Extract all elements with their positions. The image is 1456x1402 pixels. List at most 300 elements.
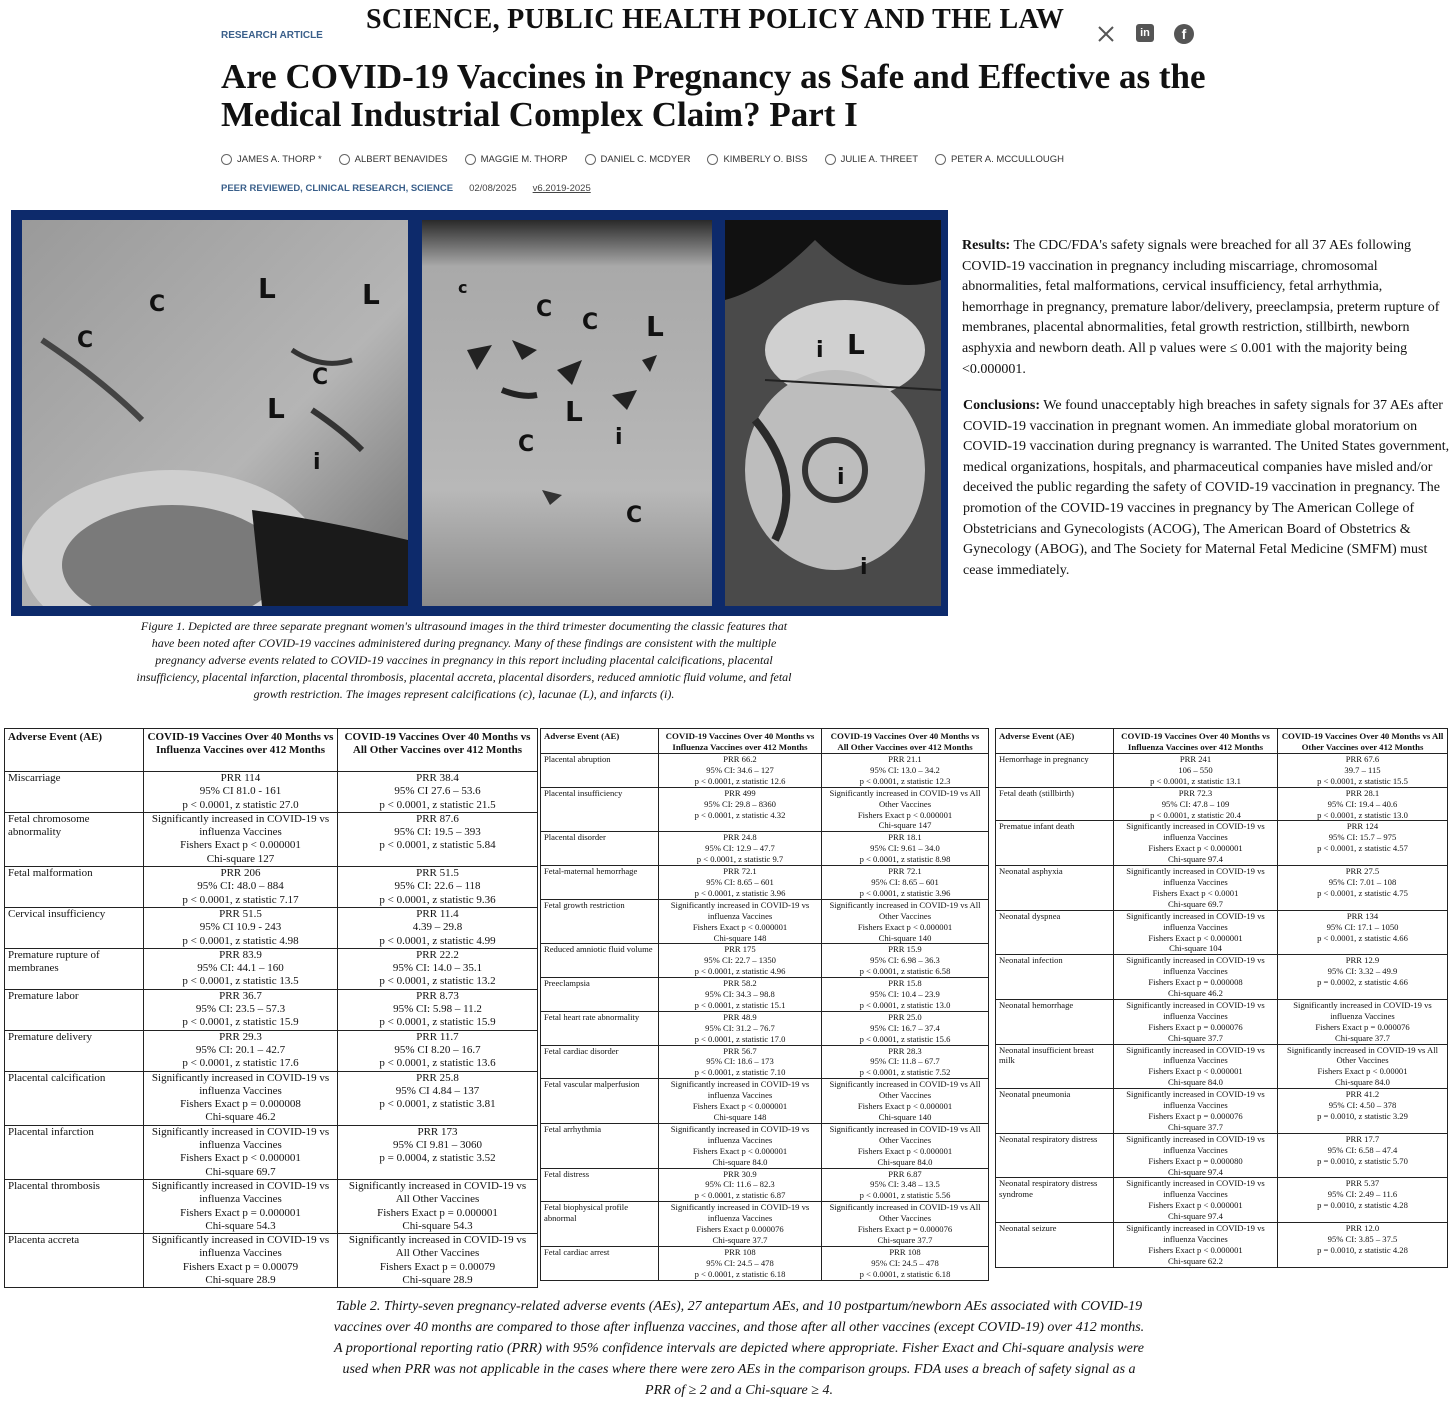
cell-line: Significantly increased in COVID-19 vs All Other Vaccines (829, 1079, 981, 1101)
cell-line: p < 0.0001, z statistic 13.0 (1317, 809, 1408, 820)
cell-line: 95% CI: 11.8 – 67.7 (870, 1056, 940, 1067)
adverse-event-cell (541, 832, 659, 866)
adverse-event-cell (5, 867, 144, 908)
cell-line: p < 0.0001, z statistic 15.9 (379, 1016, 496, 1029)
cell-line: Significantly increased in COVID-19 vs All Other Vaccines (348, 1234, 527, 1260)
cell-line: 95% CI: 14.0 – 35.1 (392, 962, 483, 975)
table-row (541, 1246, 989, 1280)
statistic-cell (659, 866, 822, 900)
cell-line: PRR 87.6 (416, 812, 459, 825)
cell-line: Chi-square 69.7 (205, 1165, 276, 1178)
cell-line: 95% CI: 9.61 – 34.0 (870, 843, 940, 854)
cell-line: Neonatal infection (999, 955, 1063, 966)
adverse-event-cell (541, 866, 659, 900)
cell-line: 95% CI: 15.7 – 975 (1328, 832, 1397, 843)
statistic-cell (1278, 1089, 1448, 1134)
cell-line: PRR 56.7 (723, 1045, 757, 1056)
cell-line: Significantly increased in COVID-19 vs influenza Vaccines (1126, 1089, 1265, 1111)
statistic-cell (1114, 999, 1278, 1044)
cell-line: PRR 11.4 (416, 907, 459, 920)
statistic-cell (1114, 910, 1278, 955)
cell-line: Significantly increased in COVID-19 vs influenza Vaccines (151, 1179, 330, 1206)
cell-line: Significantly increased in COVID-19 vs All Other Vaccines (829, 1123, 981, 1145)
cell-line: Fishers Exact p = 0.00079 (379, 1260, 496, 1273)
calcification-label: C (582, 310, 599, 335)
statistic-cell (659, 1011, 822, 1045)
statistic-cell (659, 899, 822, 944)
table-row (541, 787, 989, 832)
cell-line: p < 0.0001, z statistic 20.4 (1150, 809, 1241, 820)
cell-line: Chi-square 140 (878, 932, 932, 943)
cell-line: Fishers Exact p 0.000076 (696, 1224, 784, 1235)
cell-line: Premature delivery (8, 1030, 92, 1043)
statistic-cell (338, 812, 538, 866)
cell-line: Neonatal respiratory distress syndrome (999, 1178, 1098, 1200)
cell-line: Fetal-maternal hemorrhage (544, 866, 638, 877)
statistic-cell (659, 754, 822, 788)
cell-line: Fetal arrhythmia (544, 1123, 602, 1134)
cell-line: PRR 29.3 (219, 1030, 262, 1043)
ae-table-3 (995, 728, 1448, 1268)
statistic-cell (822, 1246, 989, 1280)
cell-line: Fishers Exact p < 0.000001 (692, 921, 788, 932)
statistic-cell (338, 1030, 538, 1071)
cell-line: Significantly increased in COVID-19 vs All Other Vaccines (348, 1179, 527, 1206)
statistic-cell (659, 944, 822, 978)
cell-line: 95% CI: 47.8 – 109 (1161, 798, 1230, 809)
cell-line: 95% CI: 3.48 – 13.5 (870, 1179, 940, 1190)
statistic-cell (822, 1202, 989, 1247)
cell-line: p = 0.0010, z statistic 4.28 (1317, 1244, 1408, 1255)
cell-line: Chi-square 28.9 (402, 1273, 473, 1286)
cell-line: Fetal heart rate abnormality (544, 1011, 640, 1022)
author-item[interactable]: JULIE A. THREET (825, 154, 918, 165)
cell-line: Prematue infant death (999, 821, 1075, 832)
statistic-cell (1114, 1044, 1278, 1089)
cell-line: 95% CI: 31.2 – 76.7 (705, 1022, 775, 1033)
cell-line: p < 0.0001, z statistic 13.0 (859, 999, 951, 1010)
statistic-cell (822, 944, 989, 978)
cell-line: 4.39 – 29.8 (412, 921, 463, 934)
infarct-label: i (313, 450, 321, 475)
cell-line: Significantly increased in COVID-19 vs influenza Vaccines (1126, 910, 1265, 932)
cell-line: Placental abruption (544, 754, 611, 764)
cell-line: PRR 41.2 (1345, 1089, 1380, 1100)
cell-line: Chi-square 140 (878, 1112, 932, 1122)
cell-line: p = 0.0010, z statistic 3.29 (1317, 1111, 1408, 1121)
cell-line: p < 0.0001, z statistic 17.6 (182, 1057, 299, 1070)
statistic-cell (1114, 821, 1278, 866)
column-header: Adverse Event (AE) (996, 729, 1114, 754)
cell-line: 95% CI: 10.4 – 23.9 (870, 989, 940, 1000)
cell-line: Premature labor (8, 989, 79, 1002)
cell-line: Chi-square 84.0 (877, 1156, 933, 1167)
cell-line: PRR 114 (220, 772, 261, 784)
statistic-cell (659, 1202, 822, 1247)
statistic-cell (659, 832, 822, 866)
cell-line: 95% CI 10.9 - 243 (199, 921, 282, 934)
statistic-cell (822, 978, 989, 1012)
cell-line: Significantly increased in COVID-19 vs influenza Vaccines (1126, 1178, 1265, 1200)
table-row (5, 1125, 538, 1179)
cell-line: Fishers Exact p = 0.000008 (180, 1098, 301, 1111)
cell-line: Premature rupture of membranes (8, 948, 100, 975)
statistic-cell (1114, 1133, 1278, 1178)
cell-line: Significantly increased in COVID-19 vs All Other Vaccines (829, 1202, 981, 1224)
statistic-cell (822, 899, 989, 944)
cell-line: p < 0.0001, z statistic 21.5 (379, 798, 496, 811)
cell-line: p < 0.0001, z statistic 4.99 (379, 934, 496, 947)
results-text: The CDC/FDA's safety signals were breached for all 37 AEs following COVID-19 vaccination in pregnancy including miscarriage, chromosomal abnormalities, fetal malformations, cervical insufficiency, fetal arrhythmia, hemorrhage in pregnancy, premature labor/delivery, preeclampsia, preterm rupture of membranes, placental abnormalities, fetal growth restriction, stillbirth, newborn asphyxia and newborn death. All p values were ≤ 0.001 with the majority being <0.000001. (962, 238, 1440, 377)
cell-line: Significantly increased in COVID-19 vs influenza Vaccines (151, 812, 330, 839)
cell-line: 95% CI: 19.5 – 393 (394, 826, 481, 839)
cell-line: Significantly increased in COVID-19 vs All Other Vaccines (829, 787, 981, 809)
journal-name: SCIENCE, PUBLIC HEALTH POLICY AND THE LAW (366, 4, 1065, 35)
cell-line: Fishers Exact p = 0.000076 (1315, 1021, 1410, 1032)
cell-line: Fishers Exact p < 0.000001 (1148, 843, 1243, 854)
cell-line: 95% CI: 20.1 – 42.7 (195, 1043, 286, 1056)
cell-line: PRR 67.6 (1345, 754, 1380, 764)
column-header: Adverse Event (AE) (5, 729, 144, 772)
cell-line: Significantly increased in COVID-19 vs influenza Vaccines (1126, 999, 1265, 1021)
adverse-event-cell (996, 910, 1114, 955)
author-list (221, 154, 1064, 165)
cell-line: Fishers Exact p < 0.000001 (1148, 1066, 1243, 1077)
statistic-cell (659, 1246, 822, 1280)
cell-line: Significantly increased in COVID-19 vs influenza Vaccines (1293, 999, 1432, 1021)
cell-line: 95% CI 27.6 – 53.6 (394, 785, 481, 798)
cell-line: Significantly increased in COVID-19 vs influenza Vaccines (1126, 821, 1265, 843)
table-row (996, 1089, 1448, 1134)
statistic-cell (1114, 754, 1278, 788)
column-header: Adverse Event (AE) (541, 729, 659, 754)
cell-line: 106 – 550 (1178, 764, 1213, 775)
statistic-cell (1278, 1223, 1448, 1268)
cell-line: Fetal cardiac disorder (544, 1045, 619, 1056)
statistic-cell (338, 1179, 538, 1233)
table-row (996, 1133, 1448, 1178)
column-header: COVID-19 Vaccines Over 40 Months vs All Other Vaccines over 412 Months (338, 729, 538, 772)
table-row (541, 754, 989, 788)
table-row (5, 948, 538, 989)
infarct-label: i (615, 425, 623, 450)
cell-line: Fishers Exact p < 0.000001 (857, 921, 953, 932)
table-row (5, 812, 538, 866)
adverse-event-cell (5, 1125, 144, 1179)
table-row (541, 1045, 989, 1079)
table-row (5, 1030, 538, 1071)
cell-line: PRR 5.37 (1345, 1178, 1380, 1189)
lacuna-label: L (258, 272, 276, 305)
cell-line: 95% CI: 34.3 – 98.8 (705, 989, 775, 1000)
cell-line: p < 0.0001, z statistic 4.57 (1317, 843, 1408, 854)
cell-line: PRR 12.9 (1345, 955, 1380, 966)
cell-line: p < 0.0001, z statistic 15.9 (182, 1016, 299, 1029)
cell-line: Hemorrhage in pregnancy (999, 754, 1089, 764)
statistic-cell (144, 1125, 338, 1179)
adverse-event-cell (541, 1168, 659, 1202)
cell-line: 95% CI: 44.1 – 160 (197, 962, 284, 975)
statistic-cell (1114, 1089, 1278, 1134)
cell-line: Significantly increased in COVID-19 vs influenza Vaccines (670, 899, 810, 921)
adverse-event-cell (996, 1178, 1114, 1223)
cell-line: Fishers Exact p < 0.000001 (180, 839, 301, 852)
adverse-event-cell (541, 944, 659, 978)
author-item[interactable]: MAGGIE M. THORP (465, 154, 568, 165)
cell-line: p < 0.0001, z statistic 7.52 (859, 1067, 951, 1078)
cell-line: Fishers Exact p = 0.000076 (1148, 1021, 1243, 1032)
cell-line: PRR 12.0 (1345, 1223, 1380, 1234)
table-row (996, 910, 1448, 955)
cell-line: PRR 25.0 (888, 1011, 922, 1022)
cell-line: PRR 66.2 (723, 754, 757, 764)
adverse-event-cell (541, 1202, 659, 1247)
cell-line: PRR 241 (1179, 754, 1212, 764)
cell-line: p < 0.0001, z statistic 27.0 (182, 798, 299, 811)
cell-line: Chi-square 127 (206, 852, 275, 865)
cell-line: PRR 58.2 (723, 978, 757, 989)
cell-line: p < 0.0001, z statistic 12.3 (859, 775, 951, 786)
table-row (5, 772, 538, 813)
category-links[interactable]: PEER REVIEWED, CLINICAL RESEARCH, SCIENCE (221, 183, 454, 194)
user-icon (935, 154, 946, 165)
cell-line: 95% CI: 8.65 – 601 (706, 876, 774, 887)
cell-line: Significantly increased in COVID-19 vs influenza Vaccines (151, 1125, 330, 1152)
conclusions-text: We found unacceptably high breaches in safety signals for 37 AEs after COVID-19 vaccination in pregnant women. An immediate global moratorium on COVID-19 vaccination during pregnancy is warranted. The United States government, medical organizations, hospitals, and pharmaceutical companies have misled and/or deceived the public regarding the safety of COVID-19 vaccination in pregnancy. The promotion of the COVID-19 vaccines in pregnancy by The American College of Obstetricians and Gynecologists (ACOG), The American Board of Obstetrics & Gynecology (ABOG), and The Society for Maternal Fetal Medicine (SMFM) must cease immediately. (963, 398, 1450, 578)
cell-line: Significantly increased in COVID-19 vs influenza Vaccines (1126, 1133, 1265, 1155)
cell-line: PRR 48.9 (723, 1011, 757, 1022)
table-row (541, 899, 989, 944)
cell-line: 95% CI 81.0 - 161 (199, 785, 282, 798)
adverse-event-cell (5, 772, 144, 813)
cell-line: 95% CI 4.84 – 137 (395, 1084, 480, 1097)
table-row (5, 1071, 538, 1125)
cell-line: p < 0.0001, z statistic 15.6 (859, 1033, 951, 1044)
cell-line: Chi-square 104 (1169, 943, 1222, 954)
cell-line: Significantly increased in COVID-19 vs influenza Vaccines (1126, 1044, 1265, 1066)
lacuna-label: L (646, 310, 664, 343)
statistic-cell (659, 1045, 822, 1079)
cell-line: PRR 83.9 (219, 948, 262, 961)
statistic-cell (659, 978, 822, 1012)
cell-line: PRR 72.3 (1178, 787, 1213, 798)
statistic-cell (822, 1045, 989, 1079)
statistic-cell (338, 907, 538, 948)
statistic-cell (822, 832, 989, 866)
column-header: COVID-19 Vaccines Over 40 Months vs All Other Vaccines over 412 Months (822, 729, 989, 754)
cell-line: Reduced amniotic fluid volume (544, 944, 653, 955)
adverse-event-cell (5, 907, 144, 948)
cell-line: Chi-square 37.7 (1335, 1032, 1390, 1043)
cell-line: 95% CI: 6.98 – 36.3 (870, 955, 940, 966)
cell-line: Fishers Exact p < 0.000001 (1148, 932, 1243, 943)
cell-line: p < 0.0001, z statistic 13.6 (379, 1057, 496, 1070)
author-item[interactable]: DANIEL C. MCDYER (585, 154, 691, 165)
statistic-cell (1278, 999, 1448, 1044)
cell-line: p = 0.0010, z statistic 5.70 (1317, 1155, 1408, 1166)
results-paragraph (962, 236, 1452, 380)
adverse-event-cell (5, 1179, 144, 1233)
cell-line: Fishers Exact p = 0.000076 (1148, 1111, 1243, 1121)
statistic-cell (1278, 754, 1448, 788)
cell-line: PRR 15.8 (888, 978, 922, 989)
cell-line: Neonatal respiratory distress (999, 1133, 1098, 1144)
cell-line: Fishers Exact p = 0.00079 (182, 1260, 299, 1273)
cell-line: 95% CI: 29.8 – 8360 (704, 798, 776, 809)
cell-line: Fetal cardiac arrest (544, 1246, 610, 1257)
cell-line: Chi-square 46.2 (1168, 988, 1223, 999)
facebook-icon[interactable]: f (1174, 24, 1194, 44)
cell-line: Chi-square 37.7 (1168, 1121, 1223, 1132)
adverse-event-cell (541, 1079, 659, 1124)
cell-line: Fishers Exact p < 0.000001 (857, 1101, 953, 1112)
cell-line: PRR 124 (1346, 821, 1379, 832)
cell-line: Significantly increased in COVID-19 vs All Other Vaccines (1286, 1044, 1439, 1066)
cell-line: PRR 22.2 (416, 948, 459, 961)
cell-line: p < 0.0001, z statistic 6.87 (694, 1190, 786, 1201)
cell-line: 95% CI: 7.01 – 108 (1328, 876, 1397, 887)
statistic-cell (822, 1168, 989, 1202)
calcification-label: C (536, 297, 553, 322)
table-row (5, 907, 538, 948)
author-item[interactable]: PETER A. MCCULLOUGH (935, 154, 1064, 165)
column-header: COVID-19 Vaccines Over 40 Months vs Influenza Vaccines over 412 Months (144, 729, 338, 772)
cell-line: Chi-square 147 (878, 820, 932, 831)
cell-line: p < 0.0001, z statistic 7.10 (694, 1067, 786, 1078)
cell-line: Chi-square 54.3 (205, 1219, 276, 1232)
x-icon[interactable] (1096, 24, 1116, 44)
cell-line: Fetal death (stillbirth) (999, 787, 1074, 798)
cell-line: Fetal malformation (8, 867, 93, 880)
cell-line: Cervical insufficiency (8, 907, 106, 920)
cell-line: Neonatal hemorrhage (999, 999, 1074, 1010)
cell-line: PRR 8.73 (416, 989, 459, 1002)
table-row (541, 978, 989, 1012)
cell-line: Significantly increased in COVID-19 vs influenza Vaccines (1126, 955, 1265, 977)
cell-line: Fishers Exact p = 0.000080 (1148, 1155, 1243, 1166)
statistic-cell (144, 812, 338, 866)
cell-line: 95% CI: 22.6 – 118 (394, 880, 481, 893)
table-row (996, 1044, 1448, 1089)
cell-line: Chi-square 69.7 (1168, 898, 1223, 909)
cell-line: Chi-square 97.4 (1168, 854, 1223, 865)
linkedin-icon[interactable]: in (1136, 24, 1154, 42)
statistic-cell (1278, 1044, 1448, 1089)
adverse-event-cell (541, 1011, 659, 1045)
cell-line: Significantly increased in COVID-19 vs influenza Vaccines (670, 1202, 810, 1224)
table-row (541, 866, 989, 900)
author-item[interactable]: JAMES A. THORP * (221, 154, 322, 165)
ultrasound-image-1 (22, 220, 408, 606)
statistic-cell (1278, 787, 1448, 821)
cell-line: PRR 134 (1346, 910, 1379, 921)
cell-line: Fishers Exact p < 0.00001 (1317, 1066, 1408, 1077)
cell-line: Chi-square 148 (713, 932, 767, 943)
cell-line: p < 0.0001, z statistic 4.96 (694, 966, 786, 977)
cell-line: 95% CI: 24.5 – 478 (706, 1257, 774, 1268)
cell-line: PRR 21.1 (888, 754, 922, 764)
calcification-label: C (77, 328, 94, 353)
cell-line: p < 0.0001, z statistic 5.56 (859, 1190, 951, 1201)
statistic-cell (1114, 787, 1278, 821)
adverse-event-cell (996, 999, 1114, 1044)
cell-line: Miscarriage (8, 772, 61, 784)
cell-line: Significantly increased in COVID-19 vs influenza Vaccines (151, 1234, 330, 1260)
adverse-event-cell (996, 955, 1114, 1000)
cell-line: PRR 173 (417, 1125, 458, 1138)
cell-line: PRR 51.5 (219, 907, 262, 920)
article-meta (221, 183, 591, 194)
statistic-cell (338, 867, 538, 908)
user-icon (465, 154, 476, 165)
cell-line: Neonatal seizure (999, 1223, 1057, 1234)
ultrasound-image-2 (422, 220, 712, 606)
adverse-event-cell (996, 866, 1114, 911)
cell-line: Significantly increased in COVID-19 vs influenza Vaccines (1126, 866, 1265, 887)
adverse-event-cell (5, 1071, 144, 1125)
table-row (996, 754, 1448, 788)
cell-line: p < 0.0001, z statistic 15.1 (694, 999, 786, 1010)
cell-line: PRR 175 (724, 944, 756, 955)
lacuna-label: L (565, 395, 583, 428)
cell-line: PRR 38.4 (416, 772, 459, 784)
adverse-event-cell (5, 989, 144, 1030)
calcification-label: C (518, 432, 535, 457)
cell-line: Preeclampsia (544, 978, 590, 989)
adverse-event-cell (541, 978, 659, 1012)
cell-line: 39.7 – 115 (1344, 764, 1381, 775)
version-link[interactable]: v6.2019-2025 (532, 183, 591, 194)
cell-line: PRR 499 (724, 787, 756, 798)
cell-line: PRR 108 (889, 1246, 921, 1257)
cell-line: Fetal growth restriction (544, 899, 625, 910)
statistic-cell (822, 1123, 989, 1168)
statistic-cell (144, 907, 338, 948)
cell-line: Fishers Exact p < 0.000001 (692, 1145, 788, 1156)
cell-line: Chi-square 148 (713, 1112, 767, 1122)
user-icon (339, 154, 350, 165)
ultrasound-figure (11, 210, 948, 616)
lacuna-label: L (847, 328, 865, 361)
statistic-cell (338, 1234, 538, 1288)
statistic-cell (1278, 866, 1448, 911)
article-type[interactable]: RESEARCH ARTICLE (221, 30, 323, 41)
cell-line: Significantly increased in COVID-19 vs influenza Vaccines (151, 1071, 330, 1097)
cell-line: Chi-square 37.7 (1168, 1032, 1223, 1043)
adverse-event-cell (996, 821, 1114, 866)
calcification-label: C (312, 365, 329, 390)
cell-line: 95% CI: 3.85 – 37.5 (1327, 1233, 1398, 1244)
statistic-cell (659, 1079, 822, 1124)
cell-line: PRR 17.7 (1345, 1133, 1380, 1144)
cell-line: Fishers Exact p < 0.000001 (1148, 1244, 1243, 1255)
statistic-cell (659, 1168, 822, 1202)
cell-line: Chi-square 28.9 (205, 1273, 276, 1286)
cell-line: p < 0.0001, z statistic 3.81 (379, 1098, 496, 1111)
cell-line: PRR 72.1 (888, 866, 922, 877)
cell-line: p < 0.0001, z statistic 4.32 (694, 809, 786, 820)
user-icon (585, 154, 596, 165)
adverse-event-cell (996, 1044, 1114, 1089)
cell-line: Placental disorder (544, 832, 606, 843)
cell-line: 95% CI: 6.58 – 47.4 (1327, 1144, 1398, 1155)
cell-line: PRR 30.9 (723, 1168, 757, 1179)
author-item[interactable]: ALBERT BENAVIDES (339, 154, 448, 165)
article-title: Are COVID-19 Vaccines in Pregnancy as Safe and Effective as the Medical Industrial Complex Claim? Part I (221, 57, 1206, 134)
author-item[interactable]: KIMBERLY O. BISS (707, 154, 807, 165)
lacuna-label: L (267, 392, 285, 425)
cell-line: Fishers Exact p < 0.000001 (180, 1152, 301, 1165)
